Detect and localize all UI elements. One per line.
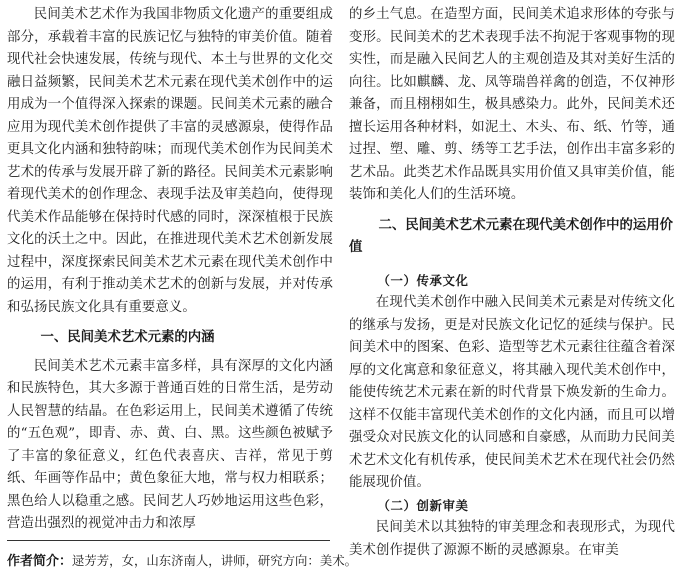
section-1-heading: 一、民间美术艺术元素的内涵 [40,330,215,345]
left-column [7,4,333,536]
intro-paragraph: 民间美术艺术作为我国非物质文化遗产的重要组成部分，承载着丰富的民族记忆与独特的审美价值。随着现代社会快速发展，传统与现代、本土与世界的文化交融日益频繁，民间美术艺术元素在现代美术创作中的运用成为一个值得深入探索的课题。民间美术元素的融合应用为现代美术创作提供了丰富的灵感源泉，使得作品更具文化内涵和独特韵味；而现代美术创作为民间美术艺术的传承与发展开辟了新的路径。民间美术元素影响着现代美术的创作理念、表现手法及审美趋向，使得现代美术作品能够在保持时代感的同时，深深植根于民族文化的沃土之中。因此，在推进现代美术艺术创新发展过程中，深度探索民间美术艺术元素在现代美术创作中的运用，有利于推动美术艺术的创新与发展，并对传承和弘扬民族文化具有重要意义。 [7,7,333,315]
author-footnote [7,552,667,571]
footnote-text: 逯芳芳，女，山东济南人，讲师，研究方向：美术。 [72,553,357,568]
subsection-2-heading: （二）创新审美 [377,497,469,513]
continuation-paragraph: 的乡土气息。在造型方面，民间美术追求形体的夸张与变形。民间美术的艺术表现手法不拘泥于客观事物的现实性，而是融入民间艺人的主观创造及其对美好生活的向往。比如麒麟、龙、凤等瑞兽祥禽的创造，不仅神形兼备，而且栩栩如生，极具感染力。此外，民间美术还擅长运用各种材料，如泥土、木头、布、纸、竹等，通过捏、塑、雕、剪、绣等工艺手法，创作出丰富多彩的艺术品。此类艺术作品既具实用价值又具审美价值，能装饰和美化人们的生活环境。 [349,7,675,202]
footnote-divider [7,540,330,541]
footnote-label: 作者简介： [7,554,73,569]
section-1-paragraph: 民间美术艺术元素丰富多样，具有深厚的文化内涵和民族特色，其大多源于普通百姓的日常生活，是劳动人民智慧的结晶。在色彩运用上，民间美术遵循了传统的“五色观”，即青、赤、黄、白、黑。这些颜色被赋予了丰富的象征意义，红色代表喜庆、吉祥，常见于剪纸、年画等作品中；黄色象征大地，常与权力相联系；黑色给人以稳重之感。民间艺人巧妙地运用这些色彩，营造出强烈的视觉冲击力和浓厚 [7,358,333,531]
subsection-2-paragraph: 民间美术以其独特的审美理念和表现形式，为现代美术创作提供了源源不断的灵感源泉。在审美 [349,520,675,558]
subsection-1-paragraph: 在现代美术创作中融入民间美术元素是对传统文化的继承与发扬，更是对民族文化记忆的延续与保护。民间美术中的图案、色彩、造型等艺术元素往往蕴含着深厚的文化寓意和象征意义，将其融入现代美术创作中，能使传统艺术元素在新的时代背景下焕发新的生命力。这样不仅能丰富现代美术创作的文化内涵，而且可以增强受众对民族文化的认同感和自豪感，从而助力民间美术艺术文化有机传承，使民间美术艺术在现代社会仍然能展现价值。 [349,295,675,490]
right-column [349,4,675,562]
subsection-1-heading: （一）传承文化 [377,272,469,288]
section-2-heading: 二、民间美术艺术元素在现代美术创作中的运用价值 [349,217,674,255]
